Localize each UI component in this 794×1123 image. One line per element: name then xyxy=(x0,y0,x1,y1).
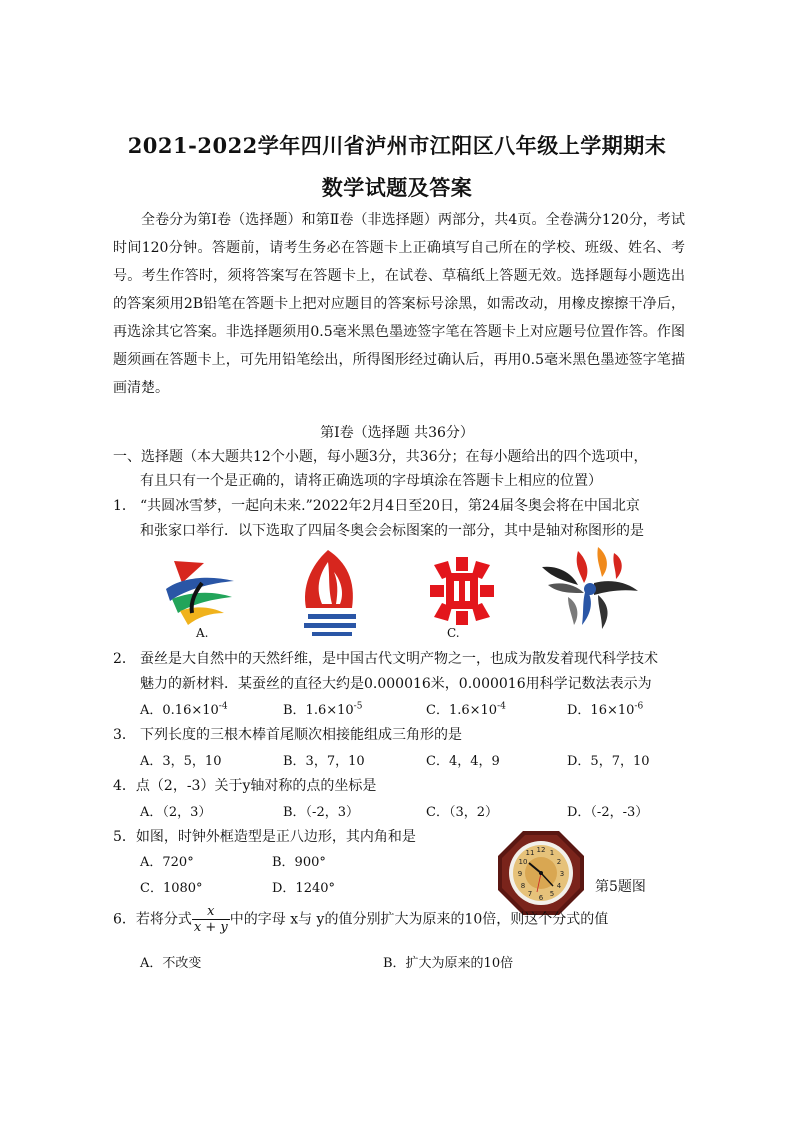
q6-option-a: A．不改变 xyxy=(140,956,202,971)
q4-option-d: D．（-2，-3） xyxy=(567,805,649,820)
q2-text-line2: 魅力的新材料．某蚕丝的直径大约是0.000016米，0.000016用科学记数法表示为 xyxy=(140,676,652,692)
q6-text xyxy=(113,904,608,935)
q6-suffix: 中的字母 x与 y的值分别扩大为原来的10倍，则这个分式的值 xyxy=(229,911,609,928)
svg-text:8: 8 xyxy=(520,882,526,890)
q2-option-b: B．$1.6\times 10^{-5}$ xyxy=(283,701,363,718)
part1-heading-line1: 一、选择题（本大题共12个小题，每小题3分，共36分；在每小题给出的四个选项中， xyxy=(113,449,648,465)
q3-option-a: A．3，5，10 xyxy=(140,754,222,769)
svg-text:4: 4 xyxy=(556,882,562,890)
q2-option-c: C．$1.6\times 10^{-4}$ xyxy=(426,701,506,718)
svg-text:1: 1 xyxy=(549,849,555,857)
svg-text:6: 6 xyxy=(538,894,544,902)
q5-text: 5．如图，时钟外框造型是正八边形，其内角和是 xyxy=(113,829,416,845)
q4-option-c: C．（3，2） xyxy=(426,805,498,820)
q3-number: 3． xyxy=(113,727,136,743)
svg-text:2: 2 xyxy=(556,858,562,866)
q3-text: 下列长度的三根木棒首尾顺次相接能组成三角形的是 xyxy=(140,727,462,743)
q4-option-a: A．（2，3） xyxy=(140,805,212,820)
q6-prefix: 6．若将分式 xyxy=(113,911,192,928)
olympic-logo-c xyxy=(428,555,496,627)
q4-option-b: B．（-2，3） xyxy=(283,805,359,820)
q1-label-c: C. xyxy=(447,626,460,640)
svg-text:5: 5 xyxy=(549,890,555,898)
svg-text:9: 9 xyxy=(517,870,523,878)
exam-title-line2: 数学试题及答案 xyxy=(321,175,473,200)
q6-fraction-numerator: x xyxy=(207,904,215,919)
olympic-logo-a xyxy=(162,555,238,627)
exam-title-line1: 2021-2022学年四川省泸州市江阳区八年级上学期期末 xyxy=(127,133,667,158)
olympic-logo-b xyxy=(298,548,360,638)
q1-text-line2: 和张家口举行．以下选取了四届冬奥会会标图案的一部分，其中是轴对称图形的是 xyxy=(140,523,644,539)
svg-text:10: 10 xyxy=(518,858,528,866)
part1-heading-line2: 有且只有一个是正确的，请将正确选项的字母填涂在答题卡上相应的位置） xyxy=(140,473,602,489)
q5-figure-label: 第5题图 xyxy=(595,879,646,895)
q6-option-b: B．扩大为原来的10倍 xyxy=(383,956,514,971)
olympic-logo-d xyxy=(538,545,642,633)
q5-option-d: D．1240° xyxy=(272,881,336,896)
q6-fraction-denominator: x + y xyxy=(193,920,228,935)
q2-text-line1: 蚕丝是大自然中的天然纤维，是中国古代文明产物之一，也成为散发着现代科学技术 xyxy=(140,651,658,667)
q4-text: 4．点（2，-3）关于y轴对称的点的坐标是 xyxy=(113,778,377,794)
svg-text:7: 7 xyxy=(527,890,533,898)
q6-fraction xyxy=(192,904,230,935)
svg-text:11: 11 xyxy=(525,849,535,857)
q3-option-b: B．3，7，10 xyxy=(283,754,365,769)
q1-number: 1． xyxy=(113,498,136,514)
svg-text:12: 12 xyxy=(536,846,546,854)
q2-option-d: D．$16\times 10^{-6}$ xyxy=(567,701,644,718)
q2-option-a: A．$0.16\times 10^{-4}$ xyxy=(140,701,228,718)
instructions-text: 全卷分为第Ⅰ卷（选择题）和第Ⅱ卷（非选择题）两部分，共4页。全卷满分120分，考试时间120分钟。答题前，请考生务必在答题卡上正确填写自己所在的学校、班级、姓名、考号。考生作答时，须将答案写在答题卡上，在试卷、草稿纸上答题无效。选择题每小题选出的答案须用2B铅笔在答题卡上把对应题目的答案标号涂黑，如需改动，用橡皮擦擦干净后，再选涂其它答案。非选择题须用0.5毫米黑色墨迹签字笔在答题卡上对应题号位置作答。作图题须画在答题卡上，可先用铅笔绘出，所得图形经过确认后，再用0.5毫米黑色墨迹签字笔描画清楚。 xyxy=(113,212,685,396)
svg-text:3: 3 xyxy=(559,870,565,878)
section1-title: 第Ⅰ卷（选择题 共36分） xyxy=(320,425,474,441)
q2-number: 2． xyxy=(113,651,136,667)
q5-option-a: A．720° xyxy=(140,855,194,870)
q3-option-c: C．4，4，9 xyxy=(426,754,500,769)
q1-text-line1: “共圆冰雪梦，一起向未来.”2022年2月4日至20日，第24届冬奥会将在中国北京 xyxy=(140,498,640,514)
q5-option-c: C．1080° xyxy=(140,881,203,896)
q1-label-a: A. xyxy=(196,626,209,640)
exam-instructions xyxy=(113,206,685,402)
q5-option-b: B．900° xyxy=(272,855,326,870)
q3-option-d: D．5，7，10 xyxy=(567,754,650,769)
